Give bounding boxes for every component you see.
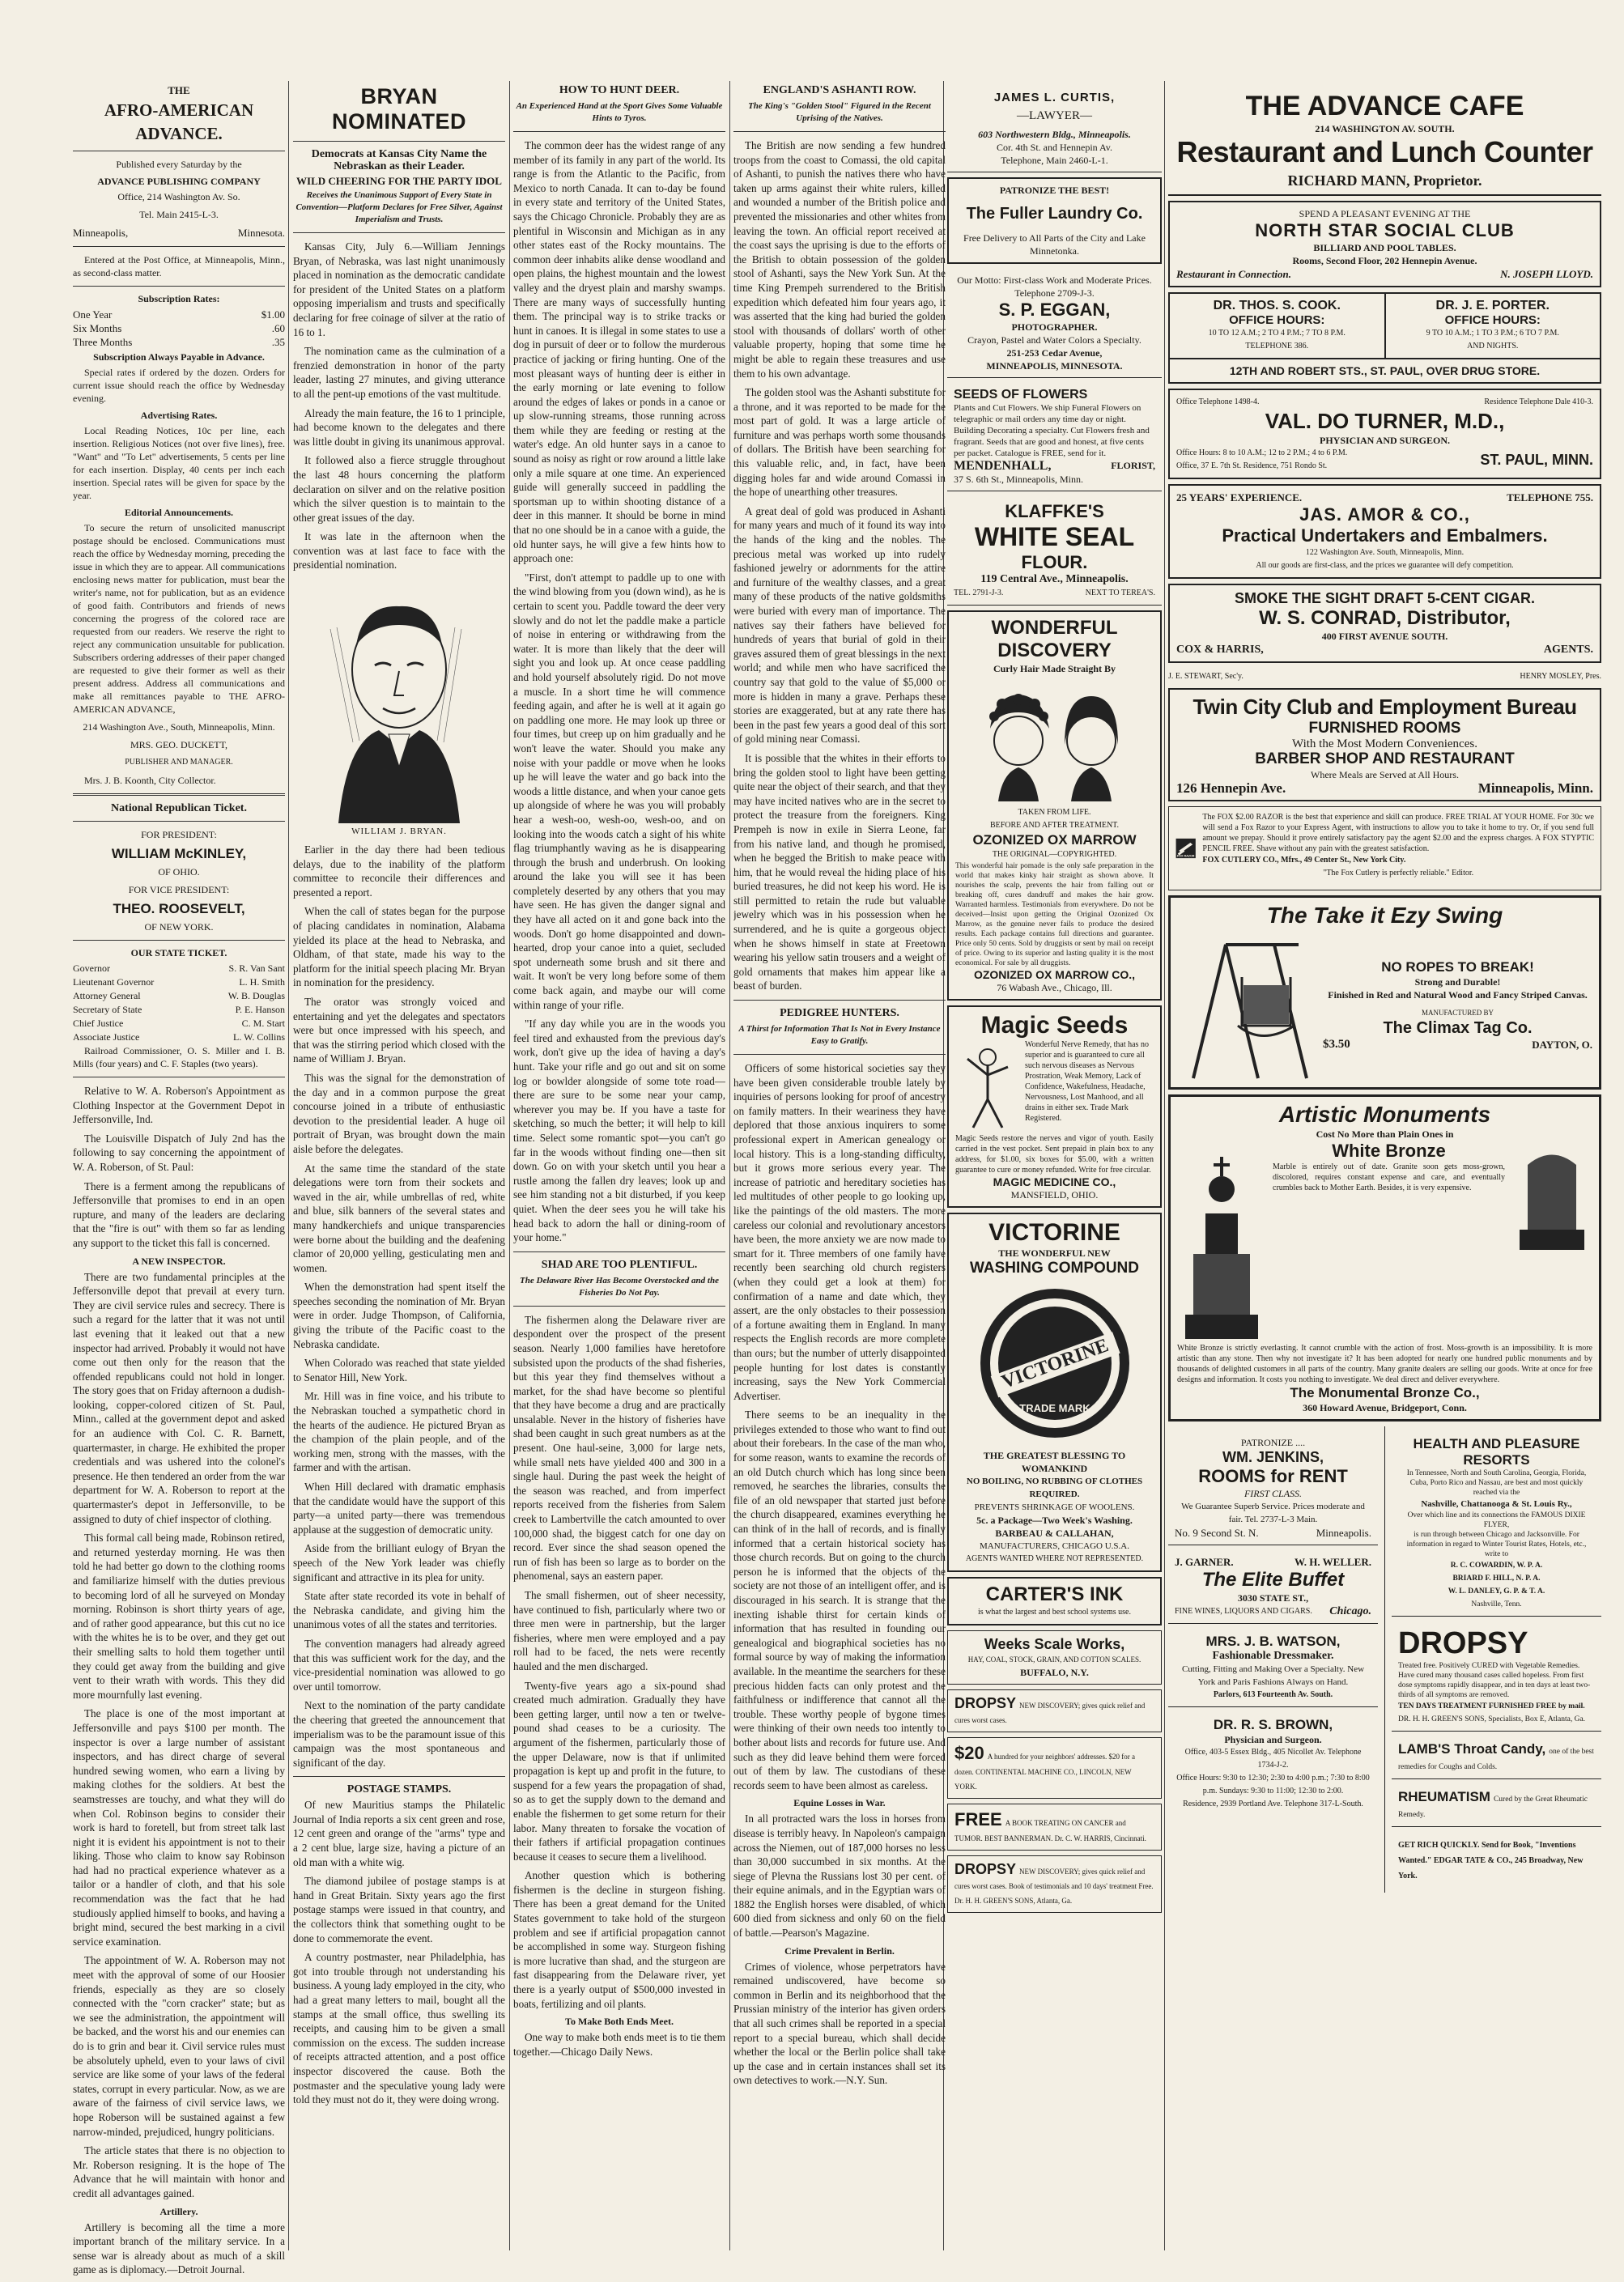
ashanti-p1: The British are now sending a few hundred troops from the coast to Comassi, the old capital of Ashanti, to punish the natives there who have taken up arms against their white rulers, killed and wounded a number of the British police and prevented the missionaries and other whites from leaving the town. An official report received at the coast says the uprising is due to the efforts of the British to obtain possession of the golden stool of Ashanti, says the New York Sun. At the time King Prempeh surrendered to the British expedition which defeated him four years ago, it was asserted that the king had buried the golden stool with thousands of dollars' worth of other valuable property, hoping that some time he might be able to regain these treasures and use them to his own advantage. xyxy=(733,139,946,380)
state-ticket-row xyxy=(73,989,285,1003)
ad-eggan: Our Motto: First-class Work and Moderate Prices. Telephone 2709-J-3. S. P. EGGAN, PHOTOGRAPHER. Crayon, Pastel and Water Colors a Specialty. 251-253 Cedar Avenue, MINNEAPOLIS, MINNESOTA. xyxy=(947,269,1162,378)
state-ticket-heading: OUR STATE TICKET. xyxy=(130,947,227,958)
city-collector: Mrs. J. B. Koonth, City Collector. xyxy=(84,775,216,786)
ad-dropsy-small: DROPSY NEW DISCOVERY; gives quick relief and cures worst cases. xyxy=(947,1689,1162,1732)
candidate-name: L. H. Smith xyxy=(239,976,285,988)
roberson-p8: The article states that there is no objection to Mr. Roberson resigning. It is the hope of The Advance that he will maintain with honor and credit all advantages gained. xyxy=(73,2144,285,2199)
bryan-p2: The nomination came as the culmination of a frenzied demonstration in honor of the party leader, lasting 27 minutes, and giving utterance to all the pent-up emotions of the vast multitude. xyxy=(293,345,505,400)
rate-value: .35 xyxy=(271,336,285,348)
monument-illustration xyxy=(1177,1141,1266,1343)
masthead-the: THE xyxy=(168,84,190,96)
column-5-ads xyxy=(947,81,1162,1918)
pedigree-title: PEDIGREE HUNTERS. xyxy=(780,1007,899,1020)
twin-city-officers: J. E. STEWART, Sec'y. HENRY MOSLEY, Pres. xyxy=(1168,672,1601,681)
state-ticket-row xyxy=(73,1017,285,1031)
column-rule xyxy=(509,81,510,2250)
new-inspector-head: A NEW INSPECTOR. xyxy=(132,1255,226,1267)
ad-conrad-cigar: SMOKE THE SIGHT DRAFT 5-CENT CIGAR. W. S. CONRAD, Distributor, 400 FIRST AVENUE SOUTH. COX & HARRIS, AGENTS. xyxy=(1168,584,1601,663)
subscription-rate-row xyxy=(73,321,285,335)
candidate-name: L. W. Collins xyxy=(232,1031,285,1043)
rate-value: $1.00 xyxy=(261,308,285,321)
roberson-p7: The appointment of W. A. Roberson may not meet with the approval of some of our Hoosier friends, especially as they are so closely connected with the "corn cracker" state; but as we see the administration, the appointment will be backed, and the worst his and our enemies can do is to grin and bear it. Civil service rules must be absolutely upheld, even to your laws of civil service are like some of your laws of the federal states, corrupt in every particular. Now, as we are aware of the fairness of civil service laws, we hope Roberson will be sustained against a few narrow-minded, prejudiced, hungry politicians. xyxy=(73,1954,285,2138)
ad-ox-marrow: WONDERFUL DISCOVERY Curly Hair Made Straight By TAKEN FROM LIFE. BEFORE AND AFTER TREATMENT. OZONIZED OX MARROW THE ORIGINAL—COPYRIGHTED. This wonderful hair pomade is the only safe preparation in the world that makes kinky hair straight as shown above. It nourishes the scalp, prevents the hair from falling out or breaking off, cures dandruff and makes the hair grow. Warranted harmless. Testimonials from everywhere. Do not be deceived—Insist upon getting the Original Ozonized Ox Marrow, as the genuine never fails to produce the desired results. Each package contains full directions and guarantee. Price only 50 cents. Sold by druggists or sent by mail on receipt of price. Owing to its superior and lasting quality it is the most economical. For sale by all druggists. OZONIZED OX MARROW CO., 76 Wabash Ave., Chicago, Ill. xyxy=(947,610,1162,1001)
office-name: Lieutenant Governor xyxy=(73,976,155,988)
bryan-deck-3: Receives the Unanimous Support of Every State in Convention—Platform Declares for Free Silver, Against Imperialism and Trusts. xyxy=(295,190,503,224)
office-name: Secretary of State xyxy=(73,1004,142,1015)
ticket-heading: National Republican Ticket. xyxy=(111,802,247,814)
state-ticket-row xyxy=(73,1031,285,1044)
deer-deck: An Experienced Hand at the Sport Gives Some Valuable Hints to Tyros. xyxy=(516,101,723,123)
ad-dr-porter: DR. J. E. PORTER. OFFICE HOURS: 9 TO 10 A.M.; 1 TO 3 P.M.; 6 TO 7 P.M. AND NIGHTS. xyxy=(1426,299,1559,351)
ad-advance-cafe: THE ADVANCE CAFE 214 WASHINGTON AV. SOUTH. Restaurant and Lunch Counter RICHARD MANN, Proprietor. xyxy=(1168,86,1601,196)
roberson-p3: There is a ferment among the republicans of Jeffersonville that promises to end in an open rupture, and many of the leaders are declaring that the "fire is out" with them so far as lending any support to the ticket this fall is concerned. xyxy=(73,1179,285,1249)
deer-p1: The common deer has the widest range of any member of its family in any part of the world. Its range is from the Atlantic to the Pacific, from Mexico to north Canada. It can to-day be found in every state and territory of the United States, says the Chicago Chronicle. Probably they are as plentiful in Wisconsin and Michigan as in any other states east of the Rocky mountains. The common deer inhabits alike dense woodland and open plains, the highest mountain and the lowest valley and the dryest plain and marshy swamps. There are many ways of successfully hunting them. The principal way is to strike tracks or hunt in canoes. It is illegal in some states to use a dog in pursuit of deer or to follow the murderous practice of jacking or firing hunting. One of the most pleasant ways of hunting deer is either in the early morning or late evening to follow around the edges of lakes or ponds in a canoe or up slow-running streams, those running across them while they are feeding or resting at the water's edge. An old hunter says in a canoe to sound as noisy as right or row around a little lake only a mile square at one time. An experienced guide will generally succeed in paddling the sportsman up to within shooting distance of a deer in this manner. It should be borne in mind that no one should be in a canoe with a guide, the old hunter says, he will give a few hints how to approach one: xyxy=(513,139,725,565)
roberson-p6: The place is one of the most important at Jeffersonville and pays $100 per month. The inspector is over a large number of assistant inspectors, and has direct charge of several hundred sewing women, who earn a living by making clothes for the soldiers. At best the seamstresses are touchy, and what they will do when Col. Robinson begins to consider their work is hard to foretell, but from street talk last night it is evident his appointment is not to their liking. Those who claim to know say Robinson had had no practical experience whatever as a tailor or a handler of cloth, and that his sole recommendation was the fact that he had studiously applied himself to books, and having a bright mind, secured the best marking in a civil service examination. xyxy=(73,1707,285,1948)
victorine-trademark-logo xyxy=(974,1282,1136,1444)
rate-label: One Year xyxy=(73,308,113,321)
rate-value: .60 xyxy=(271,322,285,334)
ad-north-star-club: SPEND A PLEASANT EVENING AT THE NORTH STAR SOCIAL CLUB BILLIARD AND POOL TABLES. Rooms, Second Floor, 202 Hennepin Avenue. Restaurant in Connection. N. JOSEPH LLOYD. xyxy=(1168,201,1601,287)
office-name: Associate Justice xyxy=(73,1031,140,1043)
state-ticket xyxy=(73,962,285,1044)
subscription-rate-row xyxy=(73,335,285,349)
crime-text: Crimes of violence, whose perpetrators have remained undiscovered, have become so common in Berlin and its neighborhood that the Prussian ministry of the interior has given orders that all such crimes shall be reported in a special report to a special bureau, which shall decide whether the local or the Berlin police shall take up the case and in certain instances shall set its own detectives to work.—N.Y. Sun. xyxy=(733,1960,946,2087)
bryan-p11: When the demonstration had spent itself the speeches seconding the nomination of Mr. Bryan were in order. Judge Thompson, of California, giving the tribute of the Pacific coast to the Nebraska candidate. xyxy=(293,1281,505,1350)
pedigree-deck: A Thirst for Information That Is Not in Every Instance Easy to Gratify. xyxy=(738,1024,941,1047)
ashanti-p3: A great deal of gold was produced in Ashanti for many years and much of it found its way into the hands of the king and the nobles. The precious metal was worked up into rudely fashioned jewelry or adornments for the attire and furniture of the wealthy classes, and a great many of these products of the native goldsmiths were buried with every man of importance. The natives say their fathers have believed for hundreds of years that burial of gold in their graves assured them of great blessings in the next world; and while men who have sacrificed the country say that gold to the value of $5,000 or more is hidden in many a grave. Perhaps these stories are exaggerated, but at any rate there has been in the past few years a good deal of this sort of gold mining near Comassi. xyxy=(733,504,946,746)
ad-elite-buffet: J. GARNER. W. H. WELLER. The Elite Buffet 3030 STATE ST., FINE WINES, LIQUORS AND CIGARS. Chicago. xyxy=(1168,1550,1378,1624)
bryan-p9: This was the signal for the demonstration of the day and in a common purpose the great concourse joined in a tribute of enthusiastic devotion to the presidential leader. A huge oil portrait of Bryan, was brought down the main aisle before the delegates. xyxy=(293,1071,505,1155)
victorine-tm-text: TRADE MARK xyxy=(1018,1402,1090,1414)
ad-mendenhall: SEEDS OF FLOWERS Plants and Cut Flowers. We ship Funeral Flowers on telegraphic or mail orders any time day or night. Building Decorating a specialty. Cut Flowers fresh and fragrant. Seeds that are good and honest, at five cents per packet. Catalogue is FREE, send for it. MENDENHALL, FLORIST, 37 S. 6th St., Minneapolis, Minn. xyxy=(947,383,1162,491)
column-3 xyxy=(513,81,725,2063)
entered-notice: Entered at the Post Office, at Minneapolis, Minn., as second-class matter. xyxy=(73,254,285,278)
roberson-p2: The Louisville Dispatch of July 2nd has the following to say concerning the appointment of W. A. Roberson, of St. Paul: xyxy=(73,1132,285,1173)
bryan-p3: Already the main feature, the 16 to 1 principle, had become known to the delegates and there was little doubt in giving its unanimous approval. xyxy=(293,406,505,448)
bryan-p12: When Colorado was reached that state yielded to Senator Hill, New York. xyxy=(293,1357,505,1383)
office-name: Chief Justice xyxy=(73,1018,124,1029)
pedigree-p2: There seems to be an inequality in the privileges extended to those who want to find out about their forebears. In the case of the man who, for some reason, wants to examine the records of an old Dutch church which has long since been removed, he searches the libraries, consults the file of an old newspaper that started just before the church disappeared, examines everything he can think of in the hall of records, and is finally informed that a certain historical society has those church records. But on going to the church person he is informed that the objects of the society are not those of an intelligent offer, and is discouraged in his search. It is strange that the inexting ishable thirst for certain kinds of information that has resulted in founding our genealogical and biographical societies has no formal source by way of making the information available. In the meantime the searchers for these precious hidden facts can only protest and the faithfulness or indifference that cannot all the trouble. These worthy people of bygone times were thinking of their own needs too intently to bother about lists and records for future use. And such as they did leave behind them were forced out of them by law. The custodians of these records seem to have been almost as careless. xyxy=(733,1409,946,1791)
state-ticket-row xyxy=(73,975,285,989)
vp-name: THEO. ROOSEVELT, xyxy=(113,901,245,916)
razor-icon xyxy=(1175,812,1196,885)
shad-title: SHAD ARE TOO PLENTIFUL. xyxy=(541,1258,698,1271)
bryan-p15: Aside from the brilliant eulogy of Bryan the speech of the New York leader was chiefly significant and attractive in its plea for unity. xyxy=(293,1542,505,1583)
bryan-p16: State after state recorded its vote in behalf of the Nebraska candidate, and giving him the unanimous votes of all the states and territories. xyxy=(293,1590,505,1631)
hair-before-after-image xyxy=(974,680,1136,801)
ad-jenkins-rooms: PATRONIZE .... WM. JENKINS, ROOMS for RENT FIRST CLASS. We Guarantee Superb Service. Prices moderate and fair. Tel. 2737-L-3 Main. No. 9 Second St. N. Minneapolis. xyxy=(1168,1431,1378,1545)
bryan-p10: At the same time the standard of the state delegations were torn from their sockets and waved in the air, while umbrellas of red, white and blue, silk banners of the several states and many handkerchiefs and unique transparencies were borne about the building and the deafening clamor of 20,000 yelling, gesticulating men and women. xyxy=(293,1162,505,1274)
crime-head: Crime Prevalent in Berlin. xyxy=(784,1944,895,1957)
ad-dropsy-small-2: DROPSY NEW DISCOVERY; gives quick relief and cures worst cases. Book of testimonials and 10 days' treatment Free. Dr. H. H. GREEN'S SONS, Atlanta, Ga. xyxy=(947,1855,1162,1913)
bryan-p6: Earlier in the day there had been tedious delays, due to the inability of the platform committee to reconcile their differences and presented a report. xyxy=(293,844,505,899)
bryan-p14: When Hill declared with dramatic emphasis that the candidate would have the support of this party—a united party—there was tremendous applause at the suggestion of democratic unity. xyxy=(293,1481,505,1536)
advertising-heading: Advertising Rates. xyxy=(140,410,218,421)
ad-fox-razor: FOX RAZOR The FOX $2.00 RAZOR is the best that experience and skill can produce. FREE TRIAL AT YOUR HOME. For 30c we will send a Fox Razor to your Express Agent, with instructions to allow you to take it home to try. Or, if you send full amount we prepay. Should it prove entirely satisfactory pay the agent $2.00 and the express charges. A FOX STYPTIC PENCIL FREE. Shave without any pain with the greatest satisfaction. FOX CUTLERY CO., Mfrs., 49 Center St., New York City. "The Fox Cutlery is perfectly reliable." Editor. xyxy=(1168,806,1601,890)
column-rule xyxy=(288,81,289,2250)
ad-rheumatism: RHEUMATISM Cured by the Great Rheumatic Remedy. xyxy=(1392,1784,1601,1827)
both-ends-head: To Make Both Ends Meet. xyxy=(565,2016,674,2028)
both-ends-text: One way to make both ends meet is to tie them together.—Chicago Daily News. xyxy=(513,2031,725,2058)
bryan-p5: It was late in the afternoon when the convention was at last face to face with the presidential nomination. xyxy=(293,530,505,572)
swing-illustration xyxy=(1177,929,1323,1082)
postage-p1: Of new Mauritius stamps the Philatelic Journal of India reports a six cent green and rose, 12 cent green and orange of the "arms" type and a 2 cent blue, large size, having a picture of an old man with a white wig. xyxy=(293,1799,505,1868)
candidate-name: C. M. Start xyxy=(241,1018,285,1029)
ad-watson-dressmaker: MRS. J. B. WATSON, Fashionable Dressmaker. Cutting, Fitting and Making Over a Specialty. New York and Paris Fashions Always on Hand. Parlors, 613 Fourteenth Av. South. xyxy=(1168,1629,1378,1707)
office-tel: Tel. Main 2415-L-3. xyxy=(139,209,219,220)
magic-seeds-figure xyxy=(955,1043,1020,1132)
column-6-ads xyxy=(1168,81,1601,1893)
column-rule xyxy=(729,81,730,2250)
shad-p2: The small fishermen, out of sheer necessity, have continued to fish, particularly where two or three men were in partnership, but the larger fisheries, where men were employed and a pay roll had to be faced, the nets were recently hauled and the men discharged. xyxy=(513,1589,725,1672)
ad-dropsy-large: DROPSY Treated free. Positively CURED with Vegetable Remedies. Have cured many thousand cases called hopeless. From first dose symptoms rapidly disappear, and in ten days at least two-thirds of all symptoms are removed. TEN DAYS TREATMENT FURNISHED FREE by mail. DR. H. H. GREEN'S SONS, Specialists, Box E, Atlanta, Ga. xyxy=(1392,1621,1601,1732)
masthead-name-2: ADVANCE. xyxy=(135,124,223,143)
advance-text: Special rates if ordered by the dozen. Orders for current issue should reach the office by Wednesday evening. xyxy=(73,367,285,404)
ad-klaffke: KLAFFKE'S WHITE SEAL FLOUR. 119 Central Ave., Minneapolis. TEL. 2791-J-3. NEXT TO TEREA'S. xyxy=(947,496,1162,606)
subscription-rate-row xyxy=(73,308,285,321)
victorine-logo-text: VICTORINE xyxy=(998,1335,1112,1393)
editorial-address: 214 Washington Ave., South, Minneapolis, Minn. xyxy=(83,721,275,733)
ashanti-title: ENGLAND'S ASHANTI ROW. xyxy=(763,84,916,96)
razor-label: FOX RAZOR xyxy=(1176,854,1195,858)
subscription-heading: Subscription Rates: xyxy=(138,293,220,304)
bryan-deck-1: Democrats at Kansas City Name the Nebraskan as their Leader. xyxy=(311,148,487,172)
artillery-head: Artillery. xyxy=(159,2205,198,2217)
ad-doctors: DR. THOS. S. COOK. OFFICE HOURS: 10 TO 12 A.M.; 2 TO 4 P.M.; 7 TO 8 P.M. TELEPHONE 386. DR. J. E. PORTER. OFFICE HOURS: 9 TO 10 A.M.; 1 TO 3 P.M.; 6 TO 7 P.M. AND NIGHTS. 12TH AND ROBERT STS., ST. PAUL, OVER DRUG STORE. xyxy=(1168,292,1601,384)
bryan-deck-2: WILD CHEERING FOR THE PARTY IDOL xyxy=(296,175,502,187)
bryan-p8: The orator was strongly voiced and entertaining and yet the delegates and spectators were but once impressed with his speech, and that was the stirring period which closed with the name of William J. Bryan. xyxy=(293,996,505,1065)
advance-heading: Subscription Always Payable in Advance. xyxy=(93,351,265,363)
ad-curtis: JAMES L. CURTIS, —LAWYER— 603 Northwestern Bldg., Minneapolis. Cor. 4th St. and Hennepin Av. Telephone, Main 2460-L-1. xyxy=(947,86,1162,172)
ad-lambs-candy: LAMB'S Throat Candy, one of the best remedies for Coughs and Colds. xyxy=(1392,1736,1601,1779)
roberson-p4: There are two fundamental principles at the Jeffersonville depot that prevail at every turn. They are civil service rules and secrecy. There is such a regard for the latter that it was not until last evening that it leaked out that a new inspector had arrived. Probably it would not have come out then only for the reason that the offended republicans could not hold in longer. The story goes that on Friday afternoon a dudish-looking, copper-colored citizen of St. Paul, Minn., called at the government depot and asked for an audience with Col. C. R. Barnett, quartermaster, in charge. He exhibited the proper credentials and was ushered into the colonel's presence. He then tendered an order from the war department for W. A. Roberson to report at the quartermaster's depot in Jeffersonville, to be assigned to duty of chief inspector of clothing. xyxy=(73,1270,285,1525)
ad-carters-ink: CARTER'S INK is what the largest and best school systems use. xyxy=(947,1577,1162,1625)
column-rule xyxy=(1164,81,1165,2250)
pedigree-p1: Officers of some historical societies say they have been given considerable trouble lately by inquiries of persons looking for proof of ancestry on family matters. In their weariness they have deplored that those anxious inquirers to some professional expert in American genealogy or local history. This is a long-standing difficulty, but it grows more serious every year. The increase of patriotic and hereditary societies has led multitudes of other people to go looking up, like the paintings of the old masters. The more careless our colonial and revolutionary ancestors have been, the more anxiety we are now made to smart for it. Three members of one family have recently been searching old church registers (when they could get a look at them) for confirmation of a name and date which, they assert, are the only obstacles to their possession of a fortune awaiting them in England. In many respects the English records are more complete than ours; but the number of utterly disappointed people hunting for lost dates is constantly increasing, says the New York Commercial Advertiser. xyxy=(733,1062,946,1402)
roberson-lead: Relative to W. A. Roberson's Appointment as Clothing Inspector at the Government Depot in Jeffersonville, Ind. xyxy=(73,1085,285,1126)
candidate-name: W. B. Douglas xyxy=(227,990,285,1001)
city-line: Minneapolis, Minnesota. xyxy=(73,227,285,239)
shad-p4: Another question which is bothering fishermen is the decline in sturgeon fishing. There has been a great demand for the United States government to take hold of the sturgeon problem and see if artificial propagation cannot be accomplished in some way. Sturgeon fishing is more lucrative than shad, and the sturgeon are fast disappearing from the Delaware river, yet there is a yearly output of $500,000 invested in boats, fertilizing and oil plants. xyxy=(513,1869,725,2010)
ad-fuller-laundry: PATRONIZE THE BEST! The Fuller Laundry Co. Free Delivery to All Parts of the City and Lake Minnetonka. xyxy=(947,177,1162,264)
bryan-portrait xyxy=(314,580,484,823)
published-line: Published every Saturday by the xyxy=(116,159,242,170)
bryan-p18: Next to the nomination of the party candidate the cheering that greeted the announcement that imperialism was to be the paramount issue of this campaign was the most spontaneous and significant of the day. xyxy=(293,1699,505,1769)
state-ticket-row xyxy=(73,1003,285,1017)
deer-p3: "If any day while you are in the woods you feel tired and exhausted from the previous day's work, don't give up the idea of having a day's hunt. Take your rifle and go out and sit on some log or bowlder alongside of some tote road—there are sure to be some near your camp, wherever you may be. If you have a taste for sketching, so much the better; it will help to kill time. Select some romantic spot—you can't go far in the woods without finding one—then sit down. Go on with your sketch until you hear a rustle among the fallen dry leaves; look up and see him standing not a bit disturbed, if you keep quiet. When the deer sees you he will take his head back to adorn the hall or dining-room of your home." xyxy=(513,1018,725,1244)
ad-val-do-turner: Office Telephone 1498-4. Residence Telephone Dale 410-3. VAL. DO TURNER, M.D., PHYSICIAN AND SURGEON. Office Hours: 8 to 10 A.M.; 12 to 2 P.M.; 4 to 6 P.M. Office, 37 E. 7th St. Residence, 751 Rondo St. ST. PAUL, MINN. xyxy=(1168,389,1601,479)
president-state: OF OHIO. xyxy=(158,866,200,878)
rate-label: Six Months xyxy=(73,322,122,334)
bryan-p17: The convention managers had already agreed that this was sufficient work for the day, and the vice-presidential nomination was allowed to go over until tomorrow. xyxy=(293,1637,505,1693)
ashanti-deck: The King's "Golden Stool" Figured in the Recent Uprising of the Natives. xyxy=(748,101,931,123)
ad-weeks-scale: Weeks Scale Works, HAY, COAL, STOCK, GRAIN, AND COTTON SCALES. BUFFALO, N.Y. xyxy=(947,1630,1162,1685)
ad-dr-brown: DR. R. S. BROWN, Physician and Surgeon. Office, 403-5 Essex Bldg., 405 Nicollet Av. Telephone 1734-J-2. Office Hours: 9:30 to 12:30; 2:30 to 4:00 p.m.; 7:30 to 8:00 p.m. Sundays: 9:30 to 11:00; 12:30 to 2:00. Residence, 2939 Portland Ave. Telephone 317-L-South. xyxy=(1176,1717,1370,1808)
equine-text: In all protracted wars the loss in horses from disease is terribly heavy. In Napoleon's campaign across the Niemen, out of 187,000 horses no less than 30,000 succumbed in six months. At the siege of Plevna the Russians lost 30 per cent. of their equine animals, and in the Egyptian wars of 1882 the English horses were disabled, of which 600 died from sickness and only 60 on the field of battle.—Pearson's Magazine. xyxy=(733,1812,946,1940)
ad-twenty-dollars: $20 A hundred for your neighbors' addresses. $20 for a dozen. CONTINENTAL MACHINE CO., LINCOLN, NEW YORK. xyxy=(947,1737,1162,1799)
ad-free-book: FREE A BOOK TREATING ON CANCER and TUMOR. BEST BANNERMAN. Dr. C. W. HARRIS, Cincinnati. xyxy=(947,1804,1162,1851)
ashanti-p2: The golden stool was the Ashanti substitute for a throne, and it was reported to be made for the most part of gold. It was a large article of furniture and was perhaps worth some thousands of dollars. The British have been searching for this valuable relic, and, in fact, have been digging holes far and wide around Comassi in the hope of unearthing other treasures. xyxy=(733,386,946,499)
ad-artistic-monuments: Artistic Monuments Cost No More than Plain Ones in White Bronze Marble is entirely out of date. Granite soon gets moss-grown, discolored, requires constant expense and care, and eventually crumbles back to Mother Earth. Besides, it is very expensive. White Bronze is strictly everlasting. It cannot crumble with the action of frost. Moss-growth is an impossibility. It is more artistic than any stone. Then why not investigate it? It has been adopted for nearly one hundred public monuments and by thousands of delighted customers in all parts of the country. Many granite dealers are selling our goods. Write at once for free designs and information. It costs you nothing to investigate. We deal direct and deliver everywhere. The Monumental Bronze Co., 360 Howard Avenue, Bridgeport, Conn. xyxy=(1168,1094,1601,1421)
tombstone-illustration xyxy=(1511,1141,1592,1254)
office-address: Office, 214 Washington Av. So. xyxy=(117,191,240,202)
candidate-name: P. E. Hanson xyxy=(235,1004,285,1015)
artillery-text: Artillery is becoming all the time a more important branch of the military service. In a sense war is already about as much of a skill game as is diplomacy.—Detroit Journal. xyxy=(73,2220,285,2276)
postage-p2: The diamond jubilee of postage stamps is at hand in Great Britain. Sixty years ago the first postage stamps were issued in that country, and the collectors think that something ought to be done to commemorate the event. xyxy=(293,1875,505,1944)
shad-p3: Twenty-five years ago a six-pound shad created much admiration. Gradually they have been getting larger, until now a ten or twelve-pound shad ceases to be a curiosity. The argument of the fishermen, particularly those of the upper Delaware, now is that if unlimited propagation is kept up and profit in the future, to suspend for a few years the propagation of shad, so as to get the supply down to the demand and enable the fishermen to get some return for their labor. Many threaten to forsake the vocation of their fathers if artificial propagation continues because it ceases to secure them a livelihood. xyxy=(513,1679,725,1863)
ad-magic-seeds: Magic Seeds Wonderful Nerve Remedy, that has no superior and is guaranteed to cure all such nervous diseases as Nervous Prostration, Weak Memory, Lack of Confidence, Wakefulness, Headache, Nervousness, Lost Manhood, and all drains in either sex. Trade Mark Registered. Magic Seeds restore the nerves and vigor of youth. Easily carried in the vest pocket. Sent prepaid in plain box to any address, for $1.00, six boxes for $5.00, with a written guarantee to cure or money refunded. Write for free circular. MAGIC MEDICINE CO., MANSFIELD, OHIO. xyxy=(947,1005,1162,1208)
advertising-text: Local Reading Notices, 10c per line, each insertion. Religious Notices (not over five lines), free. "Want" and "To Let" advertisements, 5 cents per line for each insertion. Display, 40 cents per inch each insertion. Special rates will be given for space by the year. xyxy=(73,425,285,501)
state-ticket-row xyxy=(73,962,285,975)
postage-p3: A country postmaster, near Philadelphia, has got into trouble through not understanding his business. A young lady employed in the city, who had a great many letters to mail, bought all the stamps at the small office, thus swelling its receipts, and causing him to be given a small commission on the excess. The sudden increase of receipts attracted attention, and a post office inspector discovered the cause. Both the postmaster and the speculative young lady were told they must not do it, they were doing wrong. xyxy=(293,1951,505,2106)
manager-title: PUBLISHER AND MANAGER. xyxy=(125,758,233,767)
portrait-caption: WILLIAM J. BRYAN. xyxy=(351,827,447,837)
ashanti-p4: It is possible that the whites in their efforts to bring the golden stool to light have been getting quite near the object of their search, and that they may have incited natives who are in the secret to protect the treasure from the foreigners. King Prempeh is now in exile in Sierra Leone, far from his native land, and though he promised, when he begged the British to make peace with him, that he would reveal the hiding place of his buried treasures, he did not keep his word. He is still permitted to retain the rude but valuable jewelry which was in his possession when he surrendered, and he is quite a gorgeous object when he shows himself in state at Freetown wearing his yellow satin trousers and a weight of gold ornaments that makes him appear like a beast of burden. xyxy=(733,751,946,992)
ad-twin-city-club: Twin City Club and Employment Bureau FURNISHED ROOMS With the Most Modern Conveniences. BARBER SHOP AND RESTAURANT Where Meals are Served at All Hours. 126 Hennepin Ave. Minneapolis, Minn. xyxy=(1168,688,1601,801)
bryan-p4: It followed also a fierce struggle throughout the last 48 hours concerning the platform declaration on silver and on the relative position which the silver question is to maintain to the other great issues of the day. xyxy=(293,454,505,524)
bryan-p13: Mr. Hill was in fine voice, and his tribute to the Nebraskan touched a sympathetic chord in the hearts of the audience. He pictured Bryan as the champion of the plain people, and of the working men, strong with the masses, with the farmer and with the artisan. xyxy=(293,1390,505,1474)
shad-deck: The Delaware River Has Become Overstocked and the Fisheries Do Not Pay. xyxy=(520,1275,719,1298)
manager-name: MRS. GEO. DUCKETT, xyxy=(130,739,228,750)
bryan-p1: Kansas City, July 6.—William Jennings Bryan, of Nebraska, was last night unanimously placed in nomination as the democratic candidate for president of the United States on a platform opposing imperialism and trusts and specifically declaring for free coinage of silver at the ratio of 16 to 1. xyxy=(293,240,505,338)
ad-dr-cook: DR. THOS. S. COOK. OFFICE HOURS: 10 TO 12 A.M.; 2 TO 4 P.M.; 7 TO 8 P.M. TELEPHONE 386. xyxy=(1170,294,1386,358)
deer-title: HOW TO HUNT DEER. xyxy=(559,84,680,96)
column-2 xyxy=(293,81,505,2112)
shad-p1: The fishermen along the Delaware river are despondent over the prospect of the present season. Nearly 1,000 families have heretofore subsisted upon the products of the shad fisheries, but this year they find themselves without a market, for the shad have become so plentiful that they have become a drug and are practically unsalable. Never in the history of fisheries have shad been caught in such great numbers as at the present. One haul-seine, 3,000 for large nets, while small nets have yielded 400 and 300 in a single haul. During the past week the height of the season was reached, and from imperfect reports received from the fisheries from Salem creek to Lambertville the catch amounted to over 100,000 shad, the biggest catch for one day on record. Ever since the shad season opened the run of fish has been so large as to border on the phenomenal, says an eastern paper. xyxy=(513,1313,725,1583)
column-4 xyxy=(733,81,946,2093)
ad-take-it-ezy-swing: The Take it Ezy Swing NO ROPES TO BREAK! Strong and Durable! Finished in Red and Natural Wood and Fancy Striped Canvas. MANUFACTURED BY The Climax Tag Co. $3.50 DAYTON, O. xyxy=(1168,895,1601,1090)
vp-label: FOR VICE PRESIDENT: xyxy=(128,884,230,895)
ad-jas-amor: 25 YEARS' EXPERIENCE. TELEPHONE 755. JAS. AMOR & CO., Practical Undertakers and Embalmers. 122 Washington Ave. South, Minneapolis, Minn. All our goods are first-class, and the prices we guarantee will defy competition. xyxy=(1168,484,1601,579)
editorial-text: To secure the return of unsolicited manuscript postage should be enclosed. Communications must reach the office by Wednesday morning, preceding the issue in which they are to appear. All communications enclosing news matter for publication, must bear the writer's name, not for publication, but as an evidence of good faith. Contributors and friends of news concerning the progress of the colored race are requested from our readers. We reserve the right to reject any communication unsuitable for publication. Subscribers ordering addresses of their paper changed are requested to give their former as well as their present address. Address all communications and make all remittances payable to THE AFRO-AMERICAN ADVANCE, xyxy=(73,522,285,715)
president-name: WILLIAM McKINLEY, xyxy=(111,846,247,861)
president-label: FOR PRESIDENT: xyxy=(141,829,217,840)
masthead-name: AFRO-AMERICAN xyxy=(104,100,254,120)
vp-state: OF NEW YORK. xyxy=(144,921,214,933)
roberson-p5: This formal call being made, Robinson retired, and returned yesterday morning. He was then told he had better go down to the clothing rooms and familiarize himself with the duties previous to becoming lord of all he surveyed on Monday morning. Robinson is short thirty years of age, and of rather good appearance, but this cut no ice with the whites he is to be over, and they get out their smelling salts to hold them together until they could get away from the building and give vent to their wrath with words. This they did more mournfully last evening. xyxy=(73,1532,285,1701)
bryan-p7: When the call of states began for the purpose of placing candidates in nomination, Alabama yielded its place at the head to Nebraska, and Oldham, of that state, made his way to the platform for the initial speech placing Mr. Bryan in nomination for the presidency. xyxy=(293,905,505,989)
office-name: Governor xyxy=(73,963,110,974)
postage-head: POSTAGE STAMPS. xyxy=(346,1783,452,1796)
column-1 xyxy=(73,81,285,2282)
ad-victorine: VICTORINE THE WONDERFUL NEW WASHING COMPOUND VICTORINE TRADE MARK THE GREATEST BLESSING TO WOMANKIND NO BOILING, NO RUBBING OF CLOTHES REQUIRED. PREVENTS SHRINKAGE OF WOOLENS. 5c. a Package—Two Week's Washing. BARBEAU & CALLAHAN, MANUFACTURERS, CHICAGO U.S.A. AGENTS WANTED WHERE NOT REPRESENTED. xyxy=(947,1213,1162,1572)
subscription-rates xyxy=(73,308,285,349)
ad-get-rich: GET RICH QUICKLY. Send for Book, "Inventions Wanted." EDGAR TATE & CO., 245 Broadway, New York. xyxy=(1398,1841,1584,1880)
state-ticket-tail: Railroad Commissioner, O. S. Miller and I. B. Mills (four years) and C. F. Staples (two years). xyxy=(73,1045,285,1069)
rate-label: Three Months xyxy=(73,336,133,348)
bryan-title: BRYAN NOMINATED xyxy=(332,84,466,134)
equine-head: Equine Losses in War. xyxy=(793,1797,886,1809)
ad-health-resorts: HEALTH AND PLEASURE RESORTS In Tennessee, North and South Carolina, Georgia, Florida, Cuba, Porto Rico and Nassau, are best and most quickly reached via the Nashville, Chattanooga & St. Louis Ry., Over which line and its connections the FAMOUS DIXIE FLYER, is run through between Chicago and Jacksonville. For information in regard to Winter Tourist Rates, Hotels, etc., write to R. C. COWARDIN, W. P. A. BRIARD F. HILL, N. P. A. W. L. DANLEY, G. P. & T. A. Nashville, Tenn. xyxy=(1392,1431,1601,1617)
office-name: Attorney General xyxy=(73,990,141,1001)
deer-p2: "First, don't attempt to paddle up to one with the wind blowing from you (down wind), as he is certain to scent you. Paddle toward the deer very slowly and do not let the paddle make a particle of noise in entering or withdrawing from the water. It is more than likely that the deer will sight you and look up. At once cease paddling and hold yourself absolutely rigid. Do not move a muscle. In a short time he will commence feeding again, and after he is well at it again go on paddling one more. He may look up three or four times, but creep up on him gradually and he won't leave the water. Should you make any noise with your paddle or move when he looks up he will leave the water and go back into the woods a little distance, and when your canoe gets up alongside of where he was you will probably hear a wesh-oo, wesh-oo, wesh-oo, and on looking into the woods catch a sight of his white flag triumphantly waving as he is disappearing through the brush and underbrush. On looking around the lake you will see it has been completely deserted by any others that you may have seen. He has given the danger signal and they have all acted on it and gone back into the woods. Don't go home disappointed and down-hearted, drop your canoe into a quiet, secluded spot underneath some brush and sit there and wait. It won't be very long before some of them come back again, and maybe our will come within range of your rifle. xyxy=(513,571,725,1011)
candidate-name: S. R. Van Sant xyxy=(228,963,285,974)
publisher: ADVANCE PUBLISHING COMPANY xyxy=(97,176,261,187)
editorial-heading: Editorial Announcements. xyxy=(124,507,233,518)
